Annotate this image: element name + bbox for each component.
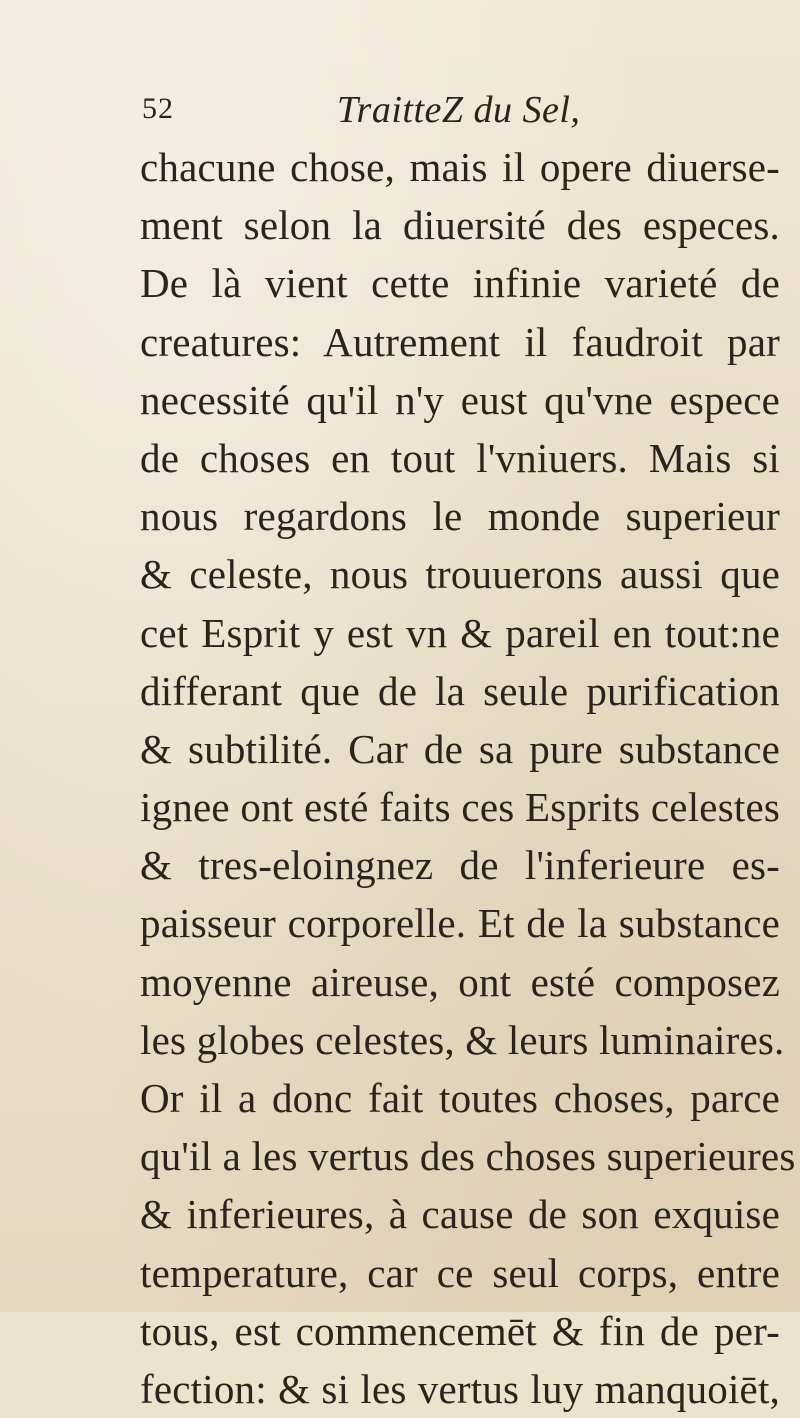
text-line: nous regardons le monde superieur (140, 493, 780, 540)
text-line: & tres-eloingnez de l'inferieure es- (140, 842, 780, 889)
text-line: moyenne aireuse, ont esté composez (140, 958, 780, 1005)
text-line: & subtilité. Car de sa pure substance (140, 725, 780, 772)
text-line: necessité qu'il n'y eust qu'vne espece (140, 376, 780, 423)
text-line: creatures: Autrement il faudroit par (140, 318, 780, 365)
page-header (142, 88, 762, 138)
text-line: tous, est commencemēt & fin de per- (140, 1307, 780, 1354)
text-line: Or il a donc fait toutes choses, parce (140, 1075, 780, 1121)
text-line: ignee ont esté faits ces Esprits celestes (140, 784, 780, 831)
text-line: & celeste, nous trouuerons aussi que (140, 551, 780, 598)
page-number: 52 (142, 92, 174, 125)
text-line: de choses en tout l'vniuers. Mais si (140, 434, 780, 481)
text-line: differant que de la seule purification (140, 667, 780, 714)
text-line: De là vient cette infinie varieté de (140, 260, 780, 307)
text-line: chacune chose, mais il opere diuerse- (140, 144, 780, 190)
running-title: TraitteZ du Sel, (337, 89, 581, 131)
text-line: temperature, car ce seul corps, entre (140, 1249, 780, 1296)
text-line: qu'il a les vertus des choses superieures (140, 1133, 796, 1180)
text-line: paisseur corporelle. Et de la substance (140, 900, 780, 947)
text-line: ment selon la diuersité des especes. (140, 202, 780, 249)
text-line: cet Esprit y est vn & pareil en tout:ne (140, 609, 780, 656)
text-line: & inferieures, à cause de son exquise (140, 1191, 780, 1238)
text-line: les globes celestes, & leurs luminaires. (140, 1016, 785, 1063)
text-line: fection: & si les vertus luy manquoiēt, (140, 1365, 780, 1412)
body-text (140, 138, 796, 1418)
